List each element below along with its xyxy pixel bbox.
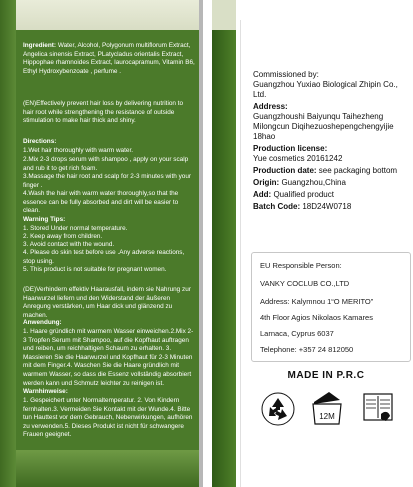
ingredients-text: Water, Alcohol, Polygonum multiflorum Extract, Angelica sinensis Extract, PLatycladus orientalis Extract, Hippophae rhamnoides Extract, laurocapramum, Vitamin B6, Ethyl Hydroxybenzoate , perfume . [23,42,197,75]
ingredients-title: Ingredient: [23,42,57,49]
anwendung-title: Anwendung: [23,319,62,326]
de-intro: (DE)Verhindern effektiv Haarausfall, indem sie Nahrung zur Haarwurzel liefern und den Widerstand der äußeren Anregung verstärken, um Haar dick und glänzend zu machen. [23,286,193,319]
left-box-edge [0,0,16,487]
batch-value: 18D24W0718 [302,202,352,211]
right-box-top-flap [212,0,236,30]
directions-title: Directions: [23,138,57,145]
batch-row [253,202,351,212]
anwendung-text: 1. Haare gründlich mit warmem Wasser einweichen.2.Mix 2-3 Tropfen Serum mit Shampoo, auf die Kopfhaut auftragen und reiben, um reichhaltigen Schaum zu erhalten. 3. Massieren Sie die Haarwurzel und Kopfhaut für 2-3 Minuten mit dem Finger.4. Waschen Sie die Haare gründlich mit warmem Wasser, so dass die Essenz vollständig absorbiert werden kann und Schmutz leichter zu reinigen ist. [23,328,195,387]
eu-company: VANKY COCLUB CO.,LTD [260,279,350,288]
pao-label: 12M [319,412,335,421]
left-box-bottom [16,450,202,487]
origin-row [253,178,346,188]
ingredients-block [23,42,195,76]
add-row [253,190,334,200]
eu-title: EU Responsible Person: [260,261,342,270]
add-label: Add: [253,190,272,199]
warnhinweise-title: Warnhinweise: [23,388,68,395]
left-package-side [0,0,202,487]
recycle-icon [261,392,295,426]
address-label: Address: [253,102,288,111]
warning-2: 2. Keep away from children. [23,233,103,240]
add-value: Qualified product [273,190,334,199]
warnhinweise-text: 1. Gespeichert unter Normaltemperatur. 2. Von Kindern fernhalten.3. Vermeiden Sie Kontakt mit der Wunde.4. Bitte tun Hauttest vor dem Gebrauch, Nebenwirkungen, aufhören zu verwenden.5. Dieses Produkt ist nicht für schwangere Frauen geeignet. [23,397,195,439]
manufacturer-panel [240,20,411,487]
directions-step-4: 4.Wash the hair with warm water thoroughly,so that the essence can be fully absorbed and dirt will be easier to clean. [23,190,181,215]
commissioned-label: Commissioned by: [253,70,319,79]
license-label: Production license: [253,144,328,153]
right-box-edge [212,0,236,487]
license-value: Yue cosmetics 20161242 [253,154,343,163]
directions-step-3: 3.Massage the hair root and scalp for 2-3 minutes with your finger . [23,173,193,189]
origin-label: Origin: [253,178,280,187]
en-intro: (EN)Effectively prevent hair loss by delivering nutrition to hair root while strengthening the resistance of outside stimulation to make hair thick and shiny. [23,100,185,125]
origin-value: Guangzhou,China [281,178,346,187]
production-date-label: Production date: [253,166,317,175]
left-box-top-flap [0,0,202,30]
read-instructions-icon [359,388,397,426]
left-box-shadow [199,0,203,487]
right-package-side [212,0,413,487]
eu-address-3: Larnaca, Cyprus 6037 [260,329,334,338]
directions-step-2: 2.Mix 2-3 drops serum with shampoo , apply on your scalp and rub it to get rich foam. [23,156,190,172]
ingredients-panel [16,30,199,450]
address-value: Guangzhoushi Baiyunqu Taihezheng Milongcun Diqihezuoshepengchengyijie 18hao [253,112,394,141]
directions-step-1: 1.Wet hair thoroughly with warm water. [23,147,133,154]
eu-responsible-box [251,252,411,362]
period-after-opening-icon [309,390,345,428]
production-date-value: see packaging bottom [318,166,398,175]
warning-3: 3. Avoid contact with the wound. [23,241,115,248]
eu-address-2: 4th Floor Agios Nikolaos Kamares [260,313,373,322]
warning-5: 5. This product is not suitable for pregnant women. [23,266,167,273]
warning-1: 1. Stored Under normal temperature. [23,225,128,232]
commissioned-value: Guangzhou Yuxiao Biological Zhipin Co., Ltd. [253,80,398,99]
warning-title: Warning Tips: [23,216,66,223]
warning-4: 4. Please do skin test before use .Any adverse reactions, stop using. [23,249,187,265]
batch-label: Batch Code: [253,202,301,211]
made-in-label: MADE IN P.R.C [287,370,365,381]
production-date-row [253,166,413,176]
eu-phone: Telephone: +357 24 812050 [260,345,354,354]
eu-address-1: Address: Kalymnou 1“O MERITO” [260,297,374,306]
